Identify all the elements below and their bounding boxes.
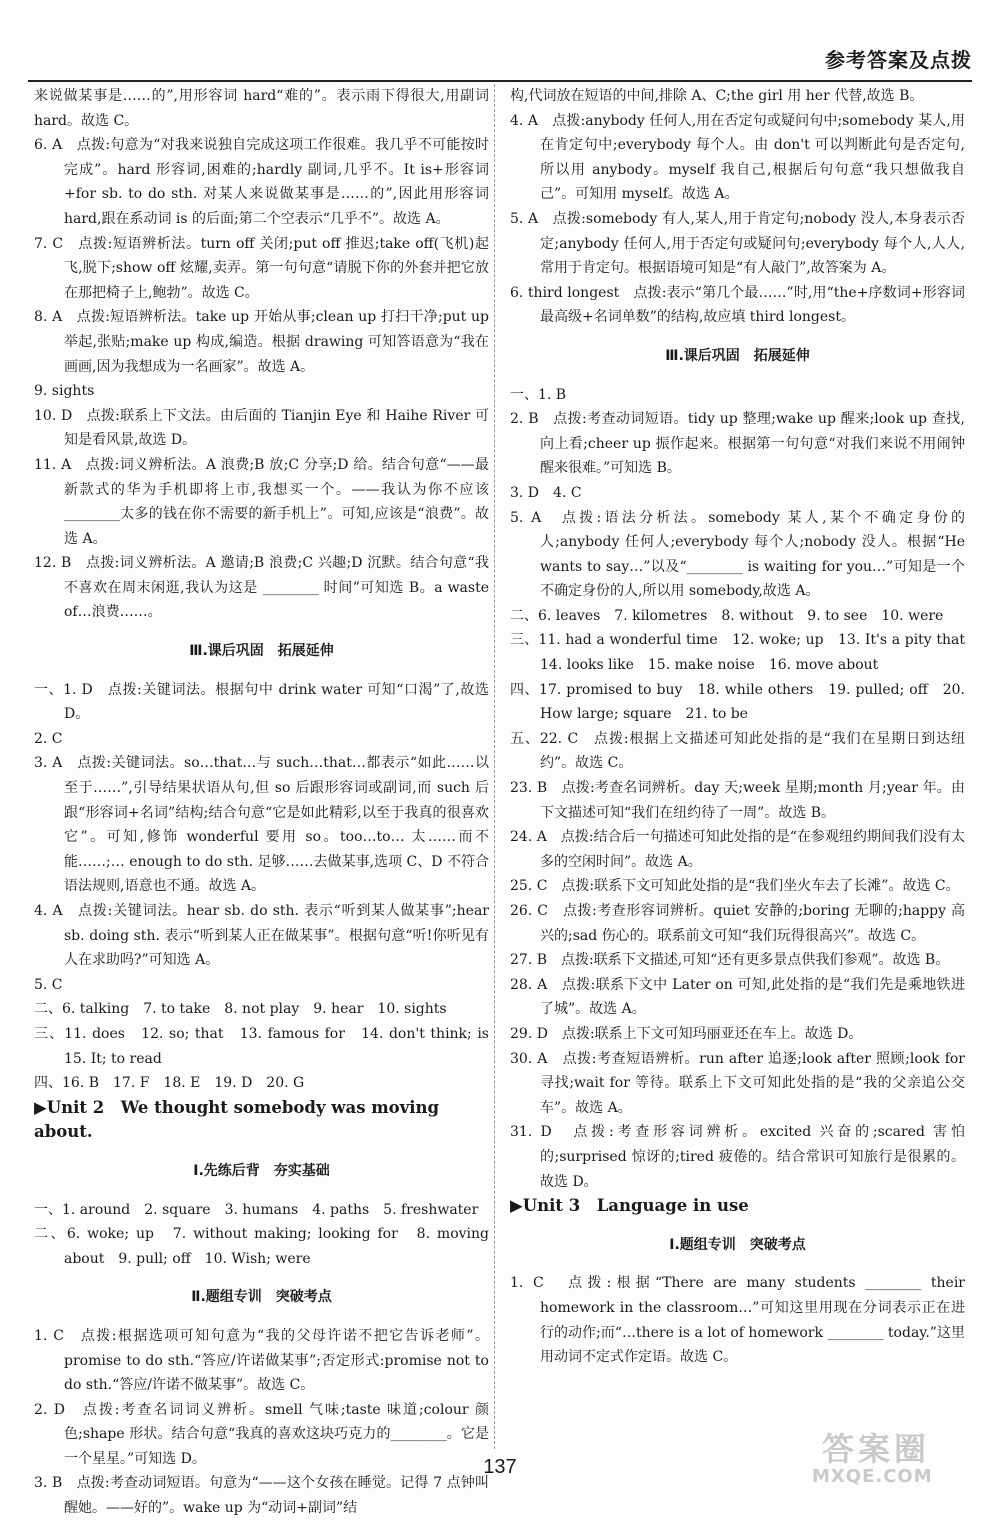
answer-item: 五、22. C 点拨:根据上文描述可知此处指的是“我们在星期日到达纽约”。故选 C。 xyxy=(510,730,965,772)
answer-item: 27. B 点拨:联系下文描述,可知“还有更多景点供我们参观”。故选 B。 xyxy=(510,952,950,969)
watermark-logo: 答案圈 xyxy=(822,1430,931,1468)
section-heading: Ⅱ.题组专训 突破考点 xyxy=(191,1289,332,1306)
answer-item: 1. C 点拨:根据“There are many students ________ their homework in the classroom…”可知这里用现在分词表示正在进行的动作;而“…there is a lot of homework ________ today.”这里用动词不定式作定语。故选 C。 xyxy=(510,1275,965,1366)
answer-item: 一、1. around 2. square 3. humans 4. paths 5. freshwater xyxy=(34,1201,479,1218)
answer-item: 2. C xyxy=(34,730,63,747)
answer-item: 2. B 点拨:考查动词短语。tidy up 整理;wake up 醒来;look up 查找,向上看;cheer up 振作起来。根据第一句句意“对我们来说不用闹钟醒来很难。”可知选 B。 xyxy=(510,411,965,477)
answer-item: 25. C 点拨:联系下文可知此处指的是“我们坐火车去了长滩”。故选 C。 xyxy=(510,878,960,895)
header-title: 参考答案及点拨 xyxy=(825,48,972,72)
answer-item: 二、6. woke; up 7. without making; looking for 8. moving about 9. pull; off 10. Wish; were xyxy=(34,1226,489,1267)
answer-item: 三、11. had a wonderful time 12. woke; up 13. It's a pity that 14. looks like 15. make noise 16. move about xyxy=(510,632,979,674)
answer-item: 4. A 点拨:关键词法。hear sb. do sth. 表示“听到某人做某事”;hear sb. doing sth. 表示“听到某人正在做某事”。根据句意“听!你听见有人在求助吗?”可知选 A。 xyxy=(34,903,489,969)
answer-item: 24. A 点拨:结合后一句描述可知此处指的是“在参观纽约期间我们没有太多的空闲时间”。故选 A。 xyxy=(510,829,965,870)
answer-item: 四、16. B 17. F 18. E 19. D 20. G xyxy=(34,1075,305,1092)
answer-item: 3. D 4. C xyxy=(510,484,582,501)
answer-item: 9. sights xyxy=(34,383,95,400)
answer-item: 一、1. B xyxy=(510,386,567,403)
answer-item: 6. A 点拨:句意为“对我来说独自完成这项工作很难。我几乎不可能按时完成”。hard 形容词,困难的;hardly 副词,几乎不。It is+形容词+for sb. to do sth. 对某人来说做某事是……的”,因此用形容词 hard,跟在系动词 is 的后面;第二个空表示“几乎不”。故选 A。 xyxy=(34,137,489,227)
answer-item: 26. C 点拨:考查形容词辨析。quiet 安静的;boring 无聊的;happy 高兴的;sad 伤心的。联系前文可知“我们玩得很高兴”。故选 C。 xyxy=(510,903,965,944)
unit-heading: ▶Unit 3 Language in use xyxy=(510,1196,749,1216)
answer-item: 三、11. does 12. so; that 13. famous for 14. don't think; is 15. It; to read xyxy=(34,1025,503,1067)
answer-item: 二、6. leaves 7. kilometres 8. without 9. to see 10. were xyxy=(510,607,944,624)
answer-item: 23. B 点拨:考查名词辨析。day 天;week 星期;month 月;year 年。由下文描述可知“我们在纽约待了一周”。故选 B。 xyxy=(510,780,965,821)
answer-item: 四、17. promised to buy 18. while others 19. pulled; off 20. How large; square 21. to be xyxy=(510,681,965,723)
answer-item: 12. B 点拨:词义辨析法。A 邀请;B 浪费;C 兴趣;D 沉默。结合句意“我不喜欢在周末闲逛,我认为这是 ________ 时间”可知选 B。a waste of…浪费……。 xyxy=(34,555,489,621)
answer-item: 5. A 点拨:语法分析法。somebody 某人,某个不确定身份的人;anybody 任何人;everybody 每个人;nobody 没人。根据“He wants to say…”以及“________ is waiting for you…”可知是一个不确定身份的人,所以用 somebody,故选 A。 xyxy=(510,509,965,600)
unit-heading: ▶Unit 2 We thought somebody was moving about. xyxy=(34,1097,440,1142)
answer-item: 7. C 点拨:短语辨析法。turn off 关闭;put off 推迟;take off(飞机)起飞,脱下;show off 炫耀,卖弄。第一句句意“请脱下你的外套并把它放在那把椅子上,鲍勃”。故选 C。 xyxy=(34,235,489,301)
answer-item: 30. A 点拨:考查短语辨析。run after 追逐;look after 照顾;look for 寻找;wait for 等待。联系上下文可知此处指的是“我的父亲追公交车”。故选 A。 xyxy=(510,1050,965,1116)
answer-item: 构,代词放在短语的中间,排除 A、C;the girl 用 her 代替,故选 B。 xyxy=(510,88,924,104)
answer-item: 4. A 点拨:anybody 任何人,用在否定句或疑问句中;somebody 某人,用在肯定句中;everybody 每个人。由 don't 可以判断此句是否定句,所以用 anybody。myself 我自己,根据后句句意“我只想做我自己”。可知用 myself。故选 A。 xyxy=(510,112,965,203)
answer-item: 28. A 点拨:联系下文中 Later on 可知,此处指的是“我们先是乘地铁进了城”。故选 A。 xyxy=(510,976,965,1018)
answer-item: 5. C xyxy=(34,976,63,993)
page-number: 137 xyxy=(483,1456,517,1478)
section-heading: Ⅰ.题组专训 突破考点 xyxy=(669,1236,806,1253)
answer-item: 2. D 点拨:考查名词词义辨析。smell 气味;taste 味道;colour 颜色;shape 形状。结合句意“我真的喜欢这块巧克力的________。它是一个星星。”可知选 D。 xyxy=(34,1401,489,1467)
answer-item: 11. A 点拨:词义辨析法。A 浪费;B 放;C 分享;D 给。结合句意“——最新款式的华为手机即将上市,我想买一个。——我认为你不应该________太多的钱在你不需要的新手机上”。可知,应该是“浪费”。故选 A。 xyxy=(34,456,489,547)
answer-item: 10. D 点拨:联系上下文法。由后面的 Tianjin Eye 和 Haihe River 可知是看风景,故选 D。 xyxy=(34,407,489,449)
section-heading: Ⅰ.先练后背 夯实基础 xyxy=(193,1162,330,1179)
section-heading: Ⅲ.课后巩固 拓展延伸 xyxy=(665,347,810,364)
right-column xyxy=(510,84,979,1370)
answer-item: 二、6. talking 7. to take 8. not play 9. hear 10. sights xyxy=(34,1001,447,1018)
answer-item: 3. B 点拨:考查动词短语。句意为“——这个女孩在睡觉。记得 7 点钟叫醒她。——好的”。wake up 为“动词+副词”结 xyxy=(34,1475,489,1517)
answer-item: 31. D 点拨:考查形容词辨析。excited 兴奋的;scared 害怕的;surprised 惊讶的;tired 疲倦的。结合常识可知旅行是很累的。故选 D。 xyxy=(510,1124,965,1190)
answer-item: 1. C 点拨:根据选项可知句意为“我的父母许诺不把它告诉老师”。promise to do sth.“答应/许诺做某事”;否定形式:promise not to do sth.“答应/许诺不做某事”。故选 C。 xyxy=(34,1327,489,1394)
watermark xyxy=(802,1424,992,1492)
answer-item: 3. A 点拨:关键词法。so…that…与 such…that…都表示“如此……以至于……”,引导结果状语从句,但 so 后跟形容词或副词,而 such 后跟“形容词+名词”结构;结合句意“它是如此精彩,以至于我真的很喜欢它”。可知,修饰 wonderful 要用 so。too…to… 太……而不能……;… enough to do sth. 足够……去做某事,选项 C、D 不符合语法规则,语意也不通。故选 A。 xyxy=(34,755,489,895)
section-heading: Ⅲ.课后巩固 拓展延伸 xyxy=(189,643,334,660)
answer-item: 6. third longest 点拨:表示“第几个最……”时,用“the+序数词+形容词最高级+名词单数”的结构,故应填 third longest。 xyxy=(510,284,965,326)
answer-item: 5. A 点拨:somebody 有人,某人,用于肯定句;nobody 没人,本身表示否定;anybody 任何人,用于否定句或疑问句;everybody 每个人,人人,常用于肯定句。根据语境可知是“有人敲门”,故答案为 A。 xyxy=(510,210,965,277)
answer-item: 8. A 点拨:短语辨析法。take up 开始从事;clean up 打扫干净;put up 举起,张贴;make up 构成,编造。根据 drawing 可知答语意为“我在画画,因为我想成为一名画家”。故选 A。 xyxy=(34,309,489,375)
answer-item: 一、1. D 点拨:关键词法。根据句中 drink water 可知“口渴”了,故选 D。 xyxy=(34,681,489,723)
column-divider xyxy=(494,84,495,1449)
watermark-site: MXQE.COM xyxy=(812,1466,933,1487)
answer-item: 29. D 点拨:联系上下文可知玛丽亚还在车上。故选 D。 xyxy=(510,1025,863,1042)
page-header xyxy=(28,38,972,82)
answer-item: 来说做某事是……的”,用形容词 hard“难的”。表示雨下得很大,用副词 hard。故选 C。 xyxy=(34,88,489,129)
